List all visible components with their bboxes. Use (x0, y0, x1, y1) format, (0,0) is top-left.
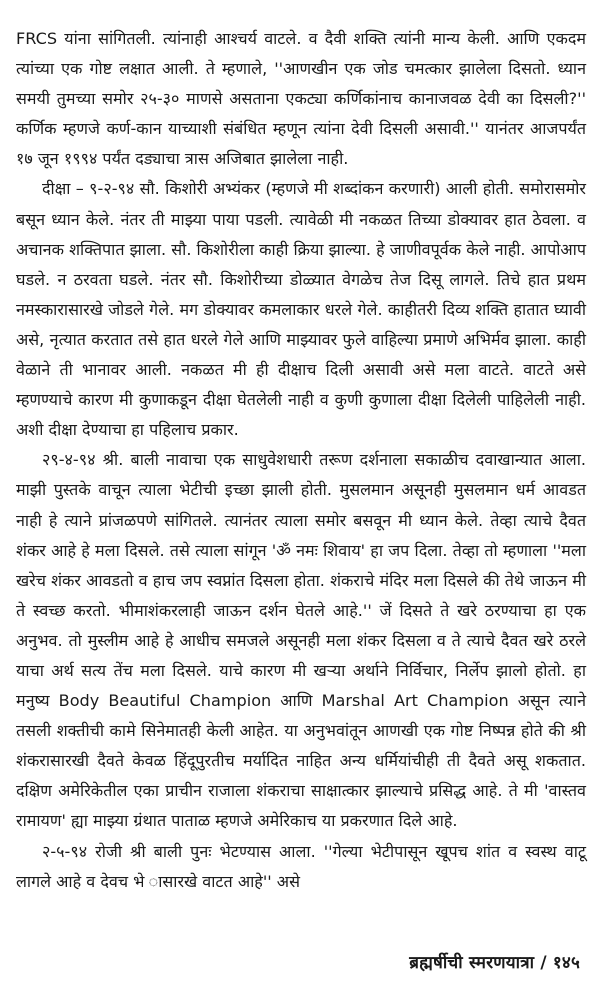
paragraph-continued: FRCS यांना सांगितली. त्यांनाही आश्चर्य वाटले. व दैवी शक्ति त्यांनी मान्य केली. आणि एकदम त्यांच्या एक गोष्ट लक्षात आली. ते म्हणाले, ''आणखीन एक जोड चमत्कार झालेला दिसतो. ध्यान समयी तुमच्या समोर २५-३० माणसे असताना एकट्या कर्णिकांनाच कानाजवळ देवी का दिसली?'' कर्णिक म्हणजे कर्ण-कान याच्याशी संबंधित म्हणून त्यांना देवी दिसली असावी.'' यानंतर आजपर्यंत १७ जून १९९४ पर्यंत दड्याचा त्रास अजिबात झालेला नाही. (16, 29, 586, 169)
page-footer: ब्रह्मर्षीची स्मरणयात्रा / १४५ (409, 953, 580, 973)
page-body (16, 24, 586, 897)
paragraph-bali-visit: २९-४-९४ श्री. बाली नावाचा एक साधुवेशधारी तरूण दर्शनाला सकाळीच दवाखान्यात आला. माझी पुस्तके वाचून त्याला भेटीची इच्छा झाली होती. मुसलमान असूनही मुसलमान धर्म आवडत नाही हे त्याने प्रांजळपणे सांगितले. त्यानंतर त्याला समोर बसवून मी ध्यान केले. तेव्हा त्याचे दैवत शंकर आहे हे मला दिसले. तसे त्याला सांगून 'ॐ नमः शिवाय' हा जप दिला. तेव्हा तो म्हणाला ''मला खरेच शंकर आवडतो व हाच जप स्वप्नांत दिसला होता. शंकराचे मंदिर मला दिसले की तेथे जाऊन मी ते स्वच्छ करतो. भीमाशंकरलाही जाऊन दर्शन घेतले आहे.'' जें दिसते ते खरे ठरण्याचा हा एक अनुभव. तो मुस्लीम आहे हे आधीच समजले असूनही मला शंकर दिसला व ते त्याचे दैवत खरे ठरले याचा अर्थ सत्य तेंच मला दिसले. याचे कारण मी खऱ्या अर्थाने निर्विचार, निर्लेप झालो होतो. हा मनुष्य Body Beautiful Champion आणि Marshal Art Champion असून त्याने तसली शक्तीची कामे सिनेमातही केली आहेत. या अनुभवांतून आणखी एक गोष्ट निष्पन्न होते की श्री शंकरासारखी दैवते केवळ हिंदूपुरतीच मर्यादित नाहित अन्य धर्मियांचीही ती दैवते असू शकतात. दक्षिण अमेरिकेतील एका प्राचीन राजाला शंकराचा साक्षात्कार झाल्याचे प्रसिद्ध आहे. ते मी 'वास्तव रामायण' ह्या माझ्या ग्रंथात पाताळ म्हणजे अमेरिकाच या प्रकरणात दिले आहे. (16, 450, 586, 831)
paragraph-bali-return: २-५-९४ रोजी श्री बाली पुनः भेटण्यास आला. ''गेल्या भेटीपासून खूपच शांत व स्वस्थ वाटू लागले आहे व देवच भे ासारखे वाटत आहे'' असे (16, 841, 586, 891)
paragraph-diksha: दीक्षा – ९-२-९४ सौ. किशोरी अभ्यंकर (म्हणजे मी शब्दांकन करणारी) आली होती. समोरासमोर बसून ध्यान केले. नंतर ती माझ्या पाया पडली. त्यावेळी मी नकळत तिच्या डोक्यावर हात ठेवला. व अचानक शक्तिपात झाला. सौ. किशोरीला काही क्रिया झाल्या. हे जाणीवपूर्वक केले नाही. आपोआप घडले. न ठरवता घडले. नंतर सौ. किशोरीच्या डोळ्यात वेगळेच तेज दिसू लागले. तिचे हात प्रथम नमस्कारासारखे जोडले गेले. मग डोक्यावर कमलाकार धरले गेले. काहीतरी दिव्य शक्ति हातात घ्यावी असे, नृत्यात करतात तसे हात धरले गेले आणि माझ्यावर फुले वाहिल्या प्रमाणे अभिर्मव झाला. काही वेळाने ती भानावर आली. नकळत मी ही दीक्षाच दिली असावी असे मला वाटते. वाटते असे म्हणण्याचे कारण मी कुणाकडून दीक्षा घेतलेली नाही व कुणी कुणाला दीक्षा दिलेली पाहिलेली नाही. अशी दीक्षा देण्याचा हा पहिलाच प्रकार. (16, 179, 586, 440)
